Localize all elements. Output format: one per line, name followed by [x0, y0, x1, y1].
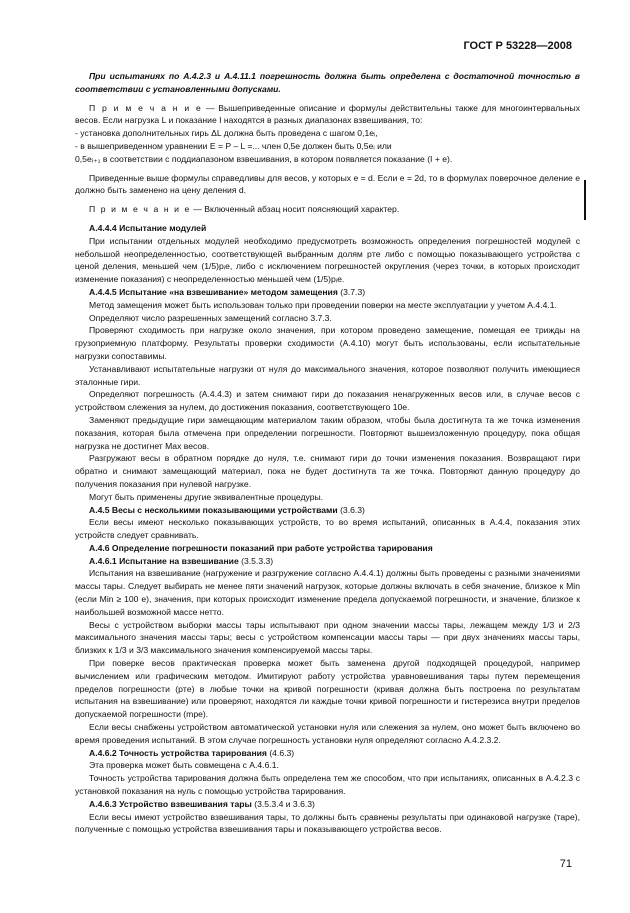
note-2-text: — Включенный абзац носит поясняющий характер. — [190, 204, 400, 215]
section-a45-ref: (3.6.3) — [337, 504, 365, 515]
section-a445-p4: Устанавливают испытательные нагрузки от нуля до максимального значения, которое позволяют получить имеющиеся эталонные гири. — [75, 363, 580, 387]
section-a45-p1: Если весы имеют несколько показывающих устройств, то во время испытаний, описанных в А.4.4, показания этих устройств следует сравнивать. — [75, 517, 580, 541]
note-1 — [75, 102, 580, 128]
section-a45-title: А.4.5 Весы с несколькими показывающими устройствами — [89, 504, 338, 515]
note-1-item-3: 0,5eᵢ₊₁ в соответствии с поддиапазоном взвешивания, в котором появляется показание (I + e). — [75, 153, 453, 164]
section-a461-p3: При поверке весов практическая проверка может быть заменена другой подходящей процедурой, например вычислением или графическим методом. Имитируют работу устройства уравновешивания тары путем перемещения пределов погрешности (pтe) в любые точки на кривой погрешности (кривая должна быть построена по результатам испытания на взвешивание) или проверяют, находятся ли каждые точки кривой погрешности и гистерезиса внутри пределов допускаемой погрешности (mpe). — [75, 658, 580, 720]
section-a463-title: А.4.6.3 Устройство взвешивания тары — [89, 798, 252, 809]
intro-paragraph: При испытаниях по А.4.2.3 и А.4.11.1 погрешность должна быть определена с достаточной точностью в соответствии с установленными допусками. — [75, 71, 580, 94]
section-a45-heading — [75, 504, 580, 517]
section-a445-p5: Определяют погрешность (А.4.4.3) и затем снимают гири до показания ненагруженных весов или, в случае весов с устройством слежения за нулем, до достижения показания, соответствующего 10e. — [75, 389, 580, 413]
section-a445-p3: Проверяют сходимость при нагрузке около значения, при котором проведено замещение, помещая ее трижды на грузоприемную платформу. Результаты проверки сходимости (А.4.10) могут быть использованы, если испытательные нагрузки сопоставимы. — [75, 325, 580, 361]
section-a463-p1: Если весы имеют устройство взвешивания тары, то должны быть сравнены результаты при одинаковой нагрузке (таре), полученные с помощью устройства взвешивания тары и показывающего устройства весов. — [75, 811, 580, 835]
standard-header: ГОСТ Р 53228—2008 — [463, 40, 572, 52]
note-1-item-2: - в вышеприведенном уравнении E = P – L =... член 0,5e должен быть 0,5eᵢ или — [75, 140, 392, 151]
section-a445-ref: (3.7.3) — [337, 286, 366, 297]
note-1-label: П р и м е ч а н и е — [89, 102, 203, 113]
section-a461-title: А.4.6.1 Испытание на взвешивание — [89, 555, 239, 566]
section-a462-title: А.4.6.2 Точность устройства тарирования — [89, 747, 267, 758]
note-1-item-1: - установка дополнительных гирь ΔL должна быть проведена с шагом 0,1eᵢ, — [75, 128, 378, 139]
section-a462-heading — [75, 747, 580, 760]
section-a461-ref: (3.5.3.3) — [238, 555, 274, 566]
section-a445-p2: Определяют число разрешенных замещений согласно 3.7.3. — [89, 312, 332, 323]
section-a463-ref: (3.5.3.4 и 3.6.3) — [251, 798, 315, 809]
section-a445-p1: Метод замещения может быть использован только при проведении поверки на месте эксплуатации у учетом А.4.4.1. — [89, 299, 557, 310]
section-a445-title: А.4.4.5 Испытание «на взвешивание» методом замещения — [89, 286, 338, 297]
section-a462-p2: Точность устройства тарирования должна быть определена тем же способом, что при испытаниях, описанных в А.4.2.3 с установкой показания на нуль с помощью устройства тарирования. — [75, 773, 580, 797]
section-a462-ref: (4.6.3) — [266, 747, 295, 758]
section-a463-heading — [75, 798, 580, 811]
section-a462-p1: Эта проверка может быть совмещена с А.4.6.1. — [89, 760, 279, 771]
section-a461-p2: Весы с устройством выборки массы тары испытывают при одном значении массы тары, лежащем между 1/3 и 2/3 максимального значения массы тары; весы с устройством компенсации массы тары — при двух значениях массы тары, близких к 1/3 и 3/3 максимального значения компенсируемой массы тары. — [75, 619, 580, 656]
document-body — [75, 70, 580, 836]
section-a445-p8: Могут быть применены другие эквивалентные процедуры. — [89, 491, 324, 502]
section-a461-p1: Испытания на взвешивание (нагружение и разгружение согласно А.4.4.1) должны быть проведены с разными значениями массы тары. Следует выбирать не менее пяти значений нагрузок, которые должны включать в себя значение, близкое к Min (если Min ≥ 100 e), значения, при которых происходит изменение предела допускаемой погрешности, и значение, близкое к наибольшей возможной массе нетто. — [75, 568, 580, 617]
section-a461-p4: Если весы снабжены устройством автоматической установки нуля или слежения за нулем, оно может быть включено во время проведения испытаний. В этом случае погрешность установки нуля определяют согласно А.4.2.3.2. — [75, 722, 580, 745]
note-2 — [75, 203, 580, 216]
section-a461-heading — [75, 555, 580, 568]
formula-note: Приведенные выше формулы справедливы для весов, у которых e = d. Если e = 2d, то в формулах поверочное деление e должно быть заменено на цену деления d. — [75, 172, 580, 196]
section-a445-p6: Заменяют предыдущие гири замещающим материалом таким образом, чтобы была достигнута та же точка изменения показания, которая была отмечена при определении погрешности. Повторяют вышеизложенную процедуру, пока общая нагрузка не достигнет Max весов. — [75, 414, 580, 451]
section-a444-title: А.4.4.4 Испытание модулей — [89, 222, 207, 233]
section-a444-p1: При испытании отдельных модулей необходимо предусмотреть возможность определения погрешностей модулей с небольшой неопределенностью, соответствующей выбранным долям pтe либо с помощью показывающего устройства с ценой деления, меньшей чем (1/5)pᵢe, либо с исключением погрешностей округления (через точки, в которых происходит изменение показания) с неопределенностью меньшей чем (1/5)pᵢe. — [75, 235, 580, 285]
section-a46-title: А.4.6 Определение погрешности показаний при работе устройства тарирования — [89, 542, 433, 553]
note-1-text: — Вышеприведенные описание и формулы действительны также для многоинтервальных весов. Если нагрузка L и показание I находятся в разных диапазонах взвешивания, то: — [75, 102, 580, 126]
note-2-label: П р и м е ч а н и е — [89, 204, 191, 215]
section-a445-heading — [75, 286, 580, 299]
change-bar — [584, 180, 586, 220]
page-number: 71 — [559, 858, 572, 870]
section-a445-p7: Разгружают весы в обратном порядке до нуля, т.е. снимают гири до точки изменения показания. Возвращают гири обратно и снимают замещающий материал, пока не будет достигнута та же точка. Повторяют данную процедуру до получения показания при нулевой нагрузке. — [75, 453, 580, 489]
